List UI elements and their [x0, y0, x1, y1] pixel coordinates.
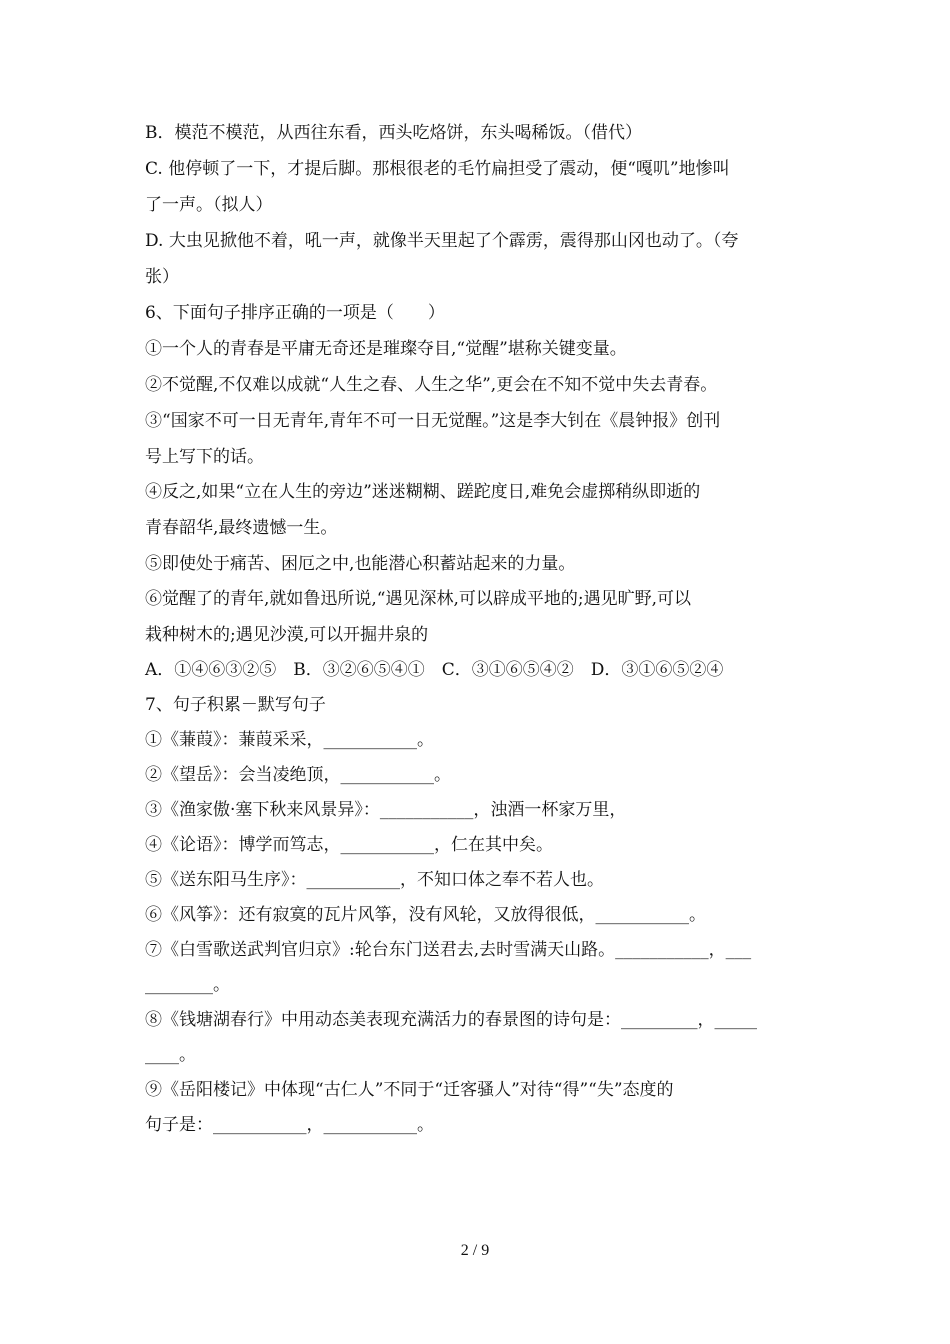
page-number: 2 / 9: [460, 1242, 490, 1259]
question-7-title: 7、句子积累－默写句子: [145, 695, 326, 715]
q6-answer-options: A．①④⑥③②⑤ B．③②⑥⑤④① C．③①⑥⑤④② D．③①⑥⑤②④: [145, 660, 724, 680]
q6-sentence-3: ③“国家不可一日无青年,青年不可一日无觉醒。”这是李大钊在《晨钟报》创刊: [145, 411, 721, 431]
q6-sentence-5: ⑤即使处于痛苦、困厄之中,也能潜心积蓄站起来的力量。: [145, 554, 576, 574]
option-d-line-cont: 张）: [145, 267, 179, 287]
q6-sentence-4-cont: 青春韶华,最终遗憾一生。: [145, 518, 338, 538]
question-6-title: 6、下面句子排序正确的一项是（ ）: [145, 303, 445, 323]
q6-sentence-6: ⑥觉醒了的青年,就如鲁迅所说,“遇见深林,可以辟成平地的;遇见旷野,可以: [145, 589, 692, 609]
q7-item-2: ②《望岳》：会当凌绝顶，___________。: [145, 765, 451, 785]
q7-item-5: ⑤《送东阳马生序》：___________，不知口体之奉不若人也。: [145, 870, 604, 890]
q7-item-3: ③《渔家傲·塞下秋来风景异》：___________，浊酒一杯家万里，: [145, 800, 627, 820]
q7-item-7: ⑦《白雪歌送武判官归京》:轮台东门送君去,去时雪满天山路。___________，___: [145, 940, 752, 960]
option-c-line-cont: 了一声。（拟人）: [145, 195, 273, 215]
q7-item-9-cont: 句子是：___________，___________。: [145, 1115, 434, 1135]
q7-item-8-cont: ____。: [145, 1045, 196, 1065]
q7-item-1: ①《蒹葭》：蒹葭采采，___________。: [145, 730, 434, 750]
q6-sentence-1: ①一个人的青春是平庸无奇还是璀璨夺目,“觉醒”堪称关键变量。: [145, 339, 627, 359]
q7-item-4: ④《论语》：博学而笃志，___________，仁在其中矣。: [145, 835, 553, 855]
option-c-line: C. 他停顿了一下，才提后脚。那根很老的毛竹扁担受了震动，便“嘎叽”地惨叫: [145, 159, 730, 179]
q7-item-9: ⑨《岳阳楼记》中体现“古仁人”不同于“迁客骚人”对待“得”“失”态度的: [145, 1080, 674, 1100]
q6-sentence-2: ②不觉醒,不仅难以成就“人生之春、人生之华”,更会在不知不觉中失去青春。: [145, 375, 718, 395]
q7-item-8: ⑧《钱塘湖春行》中用动态美表现充满活力的春景图的诗句是：_________，_____: [145, 1010, 757, 1030]
q6-sentence-6-cont: 栽种树木的;遇见沙漠,可以开掘井泉的: [145, 625, 429, 645]
q6-sentence-4: ④反之,如果“立在人生的旁边”迷迷糊糊、蹉跎度日,难免会虚掷稍纵即逝的: [145, 482, 701, 502]
q7-item-6: ⑥《风筝》：还有寂寞的瓦片风筝，没有风轮，又放得很低，___________。: [145, 905, 706, 925]
q6-sentence-3-cont: 号上写下的话。: [145, 447, 264, 467]
option-d-line: D. 大虫见掀他不着，吼一声，就像半天里起了个霹雳，震得那山冈也动了。（夸: [145, 231, 739, 251]
q7-item-7-cont: ________。: [145, 975, 230, 995]
option-b-line: B．模范不模范，从西往东看，西头吃烙饼，东头喝稀饭。（借代）: [145, 123, 642, 143]
